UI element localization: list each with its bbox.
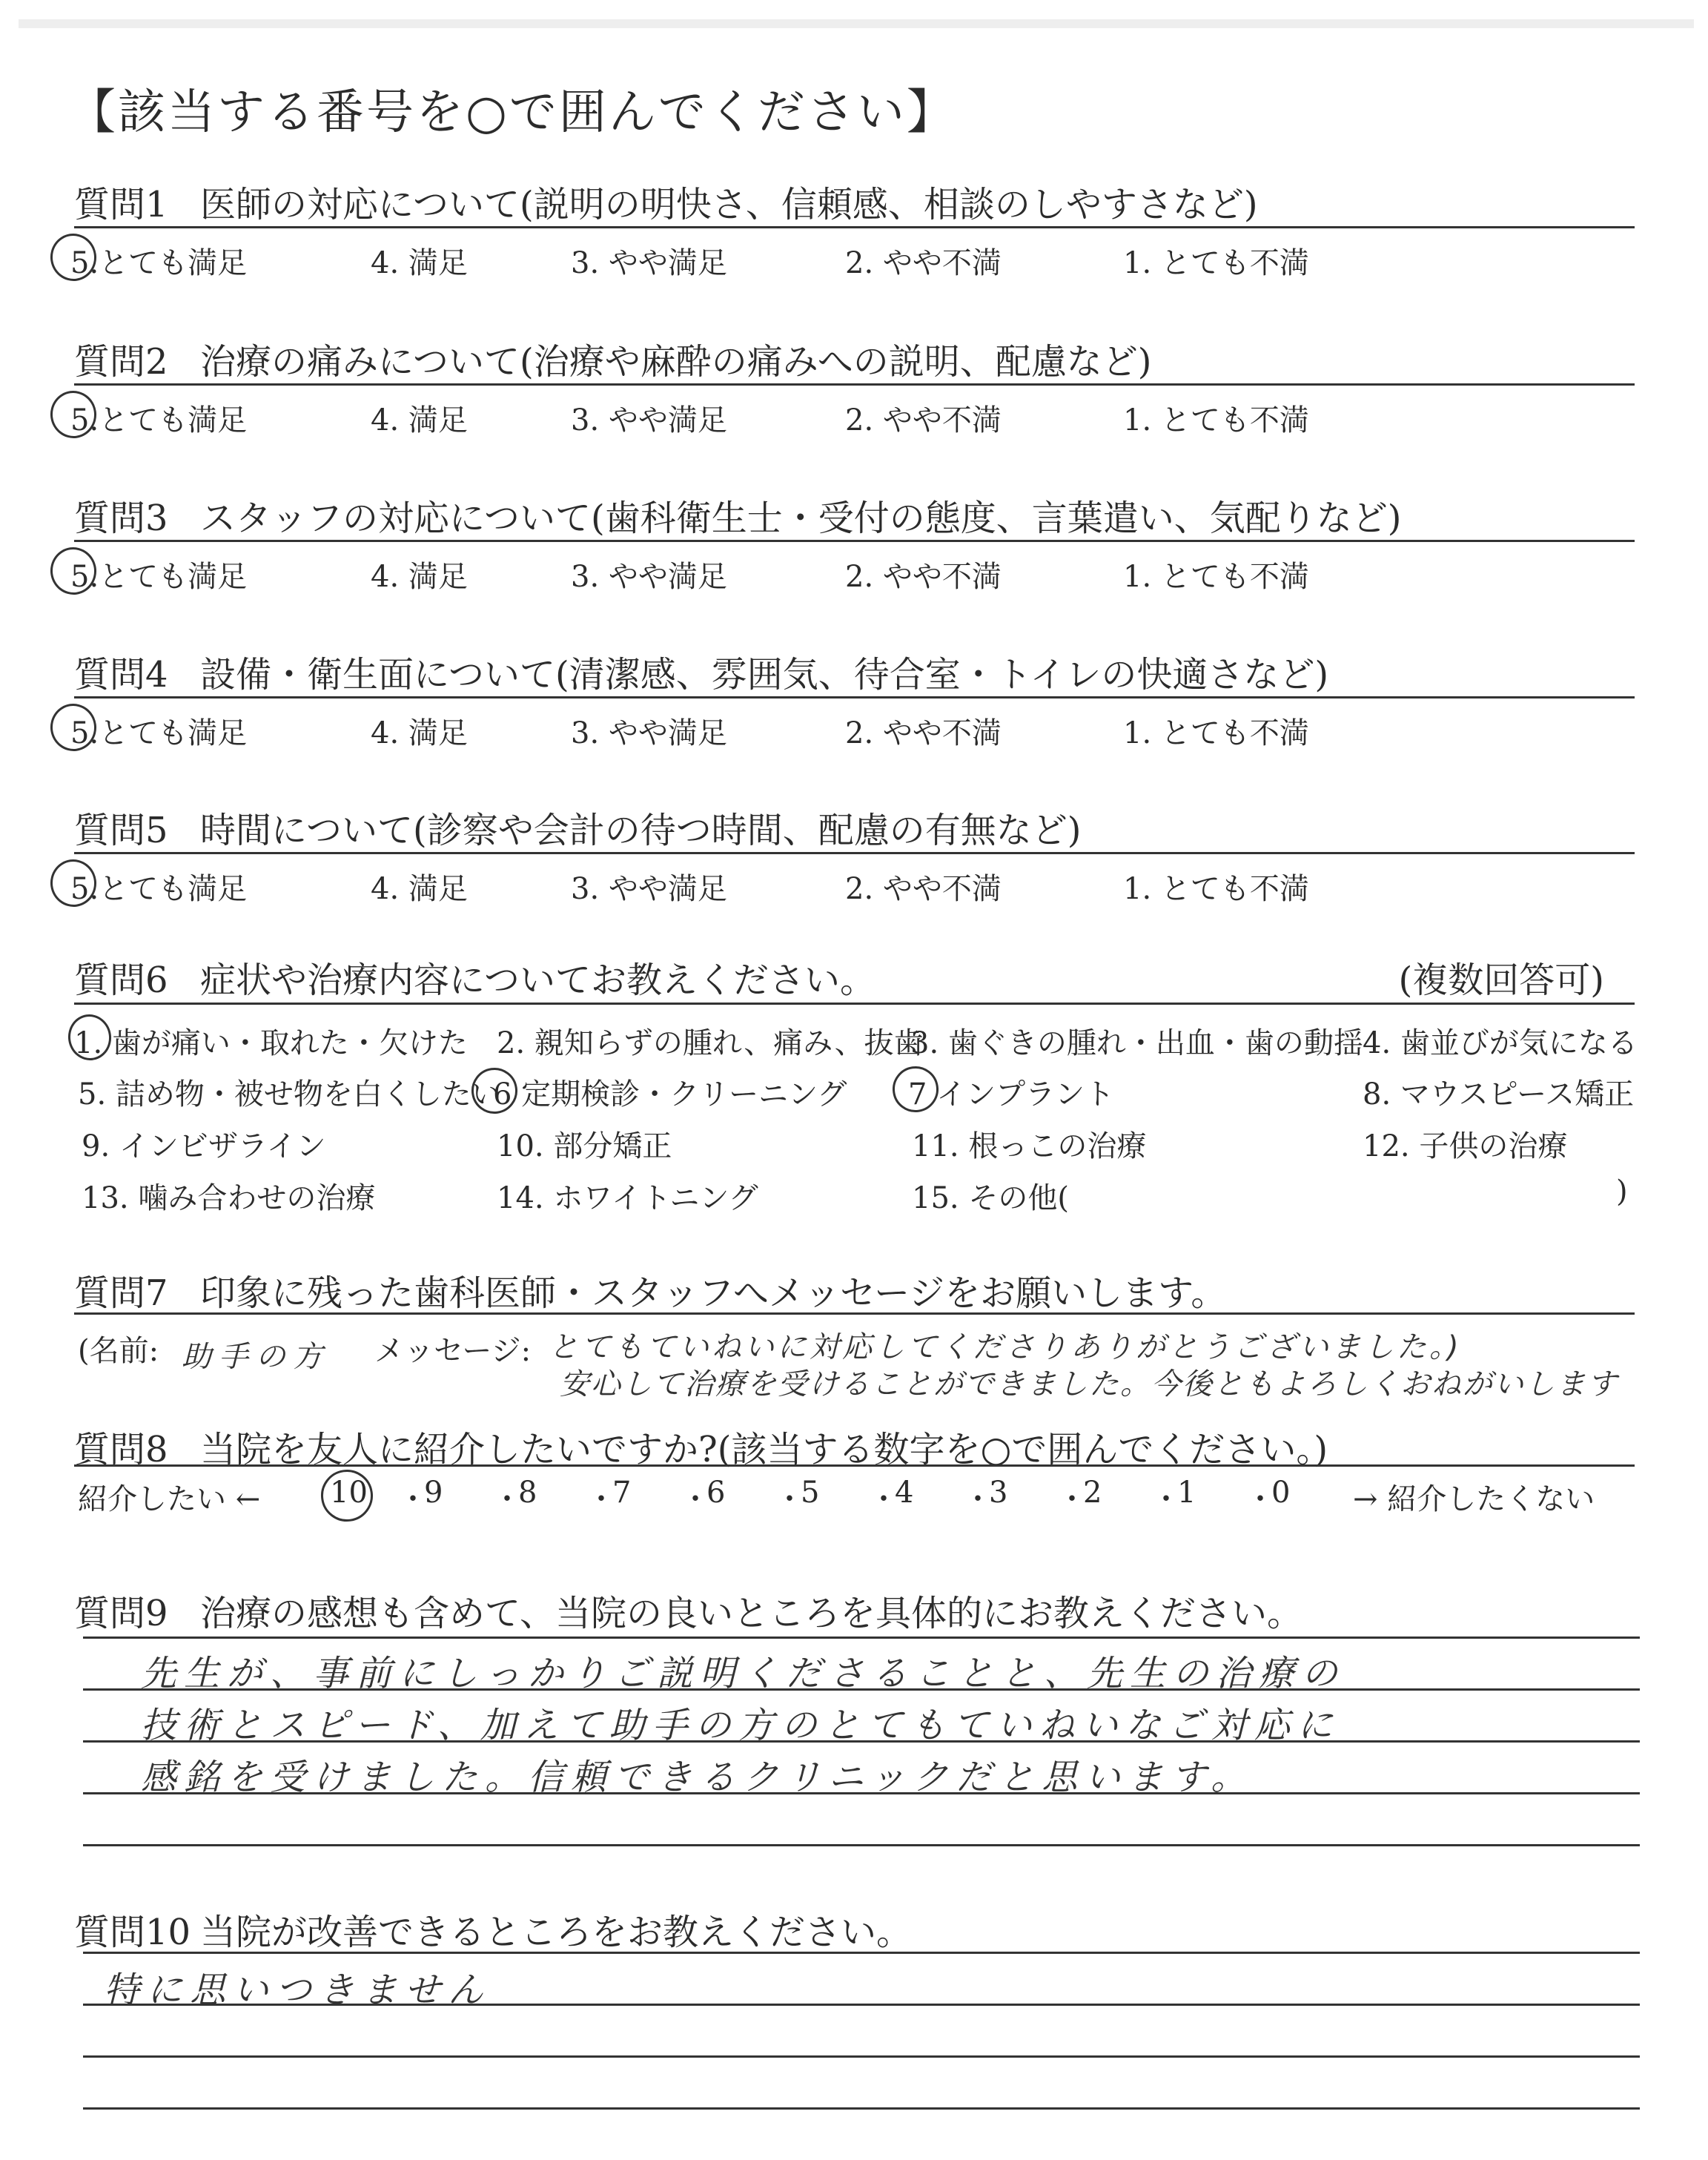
q9-answer-line-1 xyxy=(83,1636,1640,1639)
q8-scale-9[interactable]: 9 xyxy=(424,1476,443,1510)
q4-option-3[interactable]: 3. やや満足 xyxy=(571,716,727,750)
q3-option-3[interactable]: 3. やや満足 xyxy=(571,560,727,594)
q8-scale-separator: ・ xyxy=(681,1482,710,1516)
question-text: 時間について(診察や会計の待つ時間、配慮の有無など) xyxy=(200,810,1082,851)
q6-option-7[interactable]: 7 インプラント xyxy=(908,1077,1115,1112)
question-5-title xyxy=(74,802,1082,853)
question-3-rule xyxy=(74,540,1635,542)
q7-name-handwritten: 助手の方 xyxy=(182,1340,330,1374)
q8-scale-separator: ・ xyxy=(492,1482,522,1516)
q6-option-2[interactable]: 2. 親知らずの腫れ、痛み、抜歯 xyxy=(497,1026,924,1060)
scan-top-edge xyxy=(19,19,1694,28)
q8-scale-6[interactable]: 6 xyxy=(706,1476,726,1510)
q4-option-4[interactable]: 4. 満足 xyxy=(371,716,468,750)
q1-option-5[interactable]: 5.とても満足 xyxy=(70,246,248,280)
q8-scale-separator: ・ xyxy=(775,1482,804,1516)
q6-option-12[interactable]: 12. 子供の治療 xyxy=(1363,1129,1568,1163)
q10-handwritten-answer: 特に思いつきません xyxy=(104,1969,491,2011)
question-5-rule xyxy=(74,852,1635,854)
question-number: 質問2 xyxy=(74,341,168,383)
q8-scale-1[interactable]: 1 xyxy=(1177,1476,1196,1510)
q3-option-1[interactable]: 1. とても不満 xyxy=(1123,560,1309,594)
question-4-rule xyxy=(74,696,1635,698)
page-heading: 【該当する番号を○で囲んでください】 xyxy=(68,85,956,140)
q1-option-1[interactable]: 1. とても不満 xyxy=(1123,246,1309,280)
q8-scale-separator: ・ xyxy=(869,1482,898,1516)
q2-option-5[interactable]: 5.とても満足 xyxy=(70,403,248,437)
q8-scale-2[interactable]: 2 xyxy=(1083,1476,1102,1510)
q7-message-label: メッセージ: xyxy=(374,1334,532,1368)
q8-scale-separator: ・ xyxy=(398,1482,428,1516)
q10-answer-line-1 xyxy=(83,1952,1640,1954)
q4-option-1[interactable]: 1. とても不満 xyxy=(1123,716,1309,750)
q1-option-2[interactable]: 2. やや不満 xyxy=(845,246,1002,280)
q8-scale-3[interactable]: 3 xyxy=(989,1476,1008,1510)
q6-option-3[interactable]: 3. 歯ぐきの腫れ・出血・歯の動揺 xyxy=(910,1026,1363,1060)
q5-option-2[interactable]: 2. やや不満 xyxy=(845,872,1002,906)
question-2-rule xyxy=(74,383,1635,386)
q6-option-5[interactable]: 5. 詰め物・被せ物を白くしたい xyxy=(78,1077,501,1112)
q6-option-6[interactable]: 6 定期検診・クリーニング xyxy=(493,1077,847,1112)
q8-scale-separator: ・ xyxy=(963,1482,993,1516)
q8-scale-5[interactable]: 5 xyxy=(801,1476,820,1510)
q3-option-5[interactable]: 5.とても満足 xyxy=(70,560,248,594)
q7-message-handwritten-line-2: 安心して治療を受けることができました。今後ともよろしくおねがいします xyxy=(560,1367,1618,1401)
q8-scale-4[interactable]: 4 xyxy=(895,1476,914,1510)
q8-scale-0[interactable]: 0 xyxy=(1271,1476,1291,1510)
q3-option-4[interactable]: 4. 満足 xyxy=(371,560,468,594)
q8-left-label: 紹介したい ← xyxy=(78,1482,261,1516)
question-text: 医師の対応について(説明の明快さ、信頼感、相談のしやすさなど) xyxy=(200,184,1258,225)
question-number: 質問5 xyxy=(74,810,168,851)
q6-option-8[interactable]: 8. マウスピース矯正 xyxy=(1363,1077,1635,1112)
q8-scale-separator: ・ xyxy=(586,1482,616,1516)
q9-handwritten-answer-2: 技術とスピード、加えて助手の方のとてもていねいなご対応に xyxy=(141,1705,1340,1746)
q10-answer-line-4 xyxy=(83,2107,1640,2110)
q9-handwritten-answer-1: 先生が、事前にしっかりご説明くださることと、先生の治療の xyxy=(141,1653,1345,1694)
q6-option-13[interactable]: 13. 噛み合わせの治療 xyxy=(82,1181,376,1215)
q1-option-4[interactable]: 4. 満足 xyxy=(371,246,468,280)
question-7-title: 質問7 印象に残った歯科医師・スタッフへメッセージをお願いします。 xyxy=(74,1272,1227,1314)
q8-scale-7[interactable]: 7 xyxy=(612,1476,632,1510)
q8-scale-separator: ・ xyxy=(1057,1482,1087,1516)
q2-option-3[interactable]: 3. やや満足 xyxy=(571,403,727,437)
q7-message-handwritten-line-1: とてもていねいに対応してくださりありがとうございました。) xyxy=(549,1330,1462,1364)
q8-scale-8[interactable]: 8 xyxy=(518,1476,537,1510)
question-3-title xyxy=(74,489,1402,541)
q1-option-3[interactable]: 3. やや満足 xyxy=(571,246,727,280)
question-8-title: 質問8 当院を友人に紹介したいですか?(該当する数字を○で囲んでください。) xyxy=(74,1429,1328,1470)
q6-option-1[interactable]: 1. 歯が痛い・取れた・欠けた xyxy=(74,1026,468,1060)
question-6-title: 質問6 症状や治療内容についてお教えください。 xyxy=(74,960,876,1001)
question-6-multiple-note: (複数回答可) xyxy=(1398,960,1604,1001)
question-10-title: 質問10 当院が改善できるところをお教えください。 xyxy=(74,1912,913,1953)
question-text: 設備・衛生面について(清潔感、雰囲気、待合室・トイレの快適さなど) xyxy=(200,654,1329,696)
q6-option-4[interactable]: 4. 歯並びが気になる xyxy=(1363,1026,1638,1060)
question-number: 質問3 xyxy=(74,498,168,539)
q5-option-5[interactable]: 5.とても満足 xyxy=(70,872,248,906)
question-1-rule xyxy=(74,226,1635,228)
question-9-title: 質問9 治療の感想も含めて、当院の良いところを具体的にお教えください。 xyxy=(74,1593,1303,1634)
q9-answer-line-5 xyxy=(83,1844,1640,1846)
question-2-title xyxy=(74,333,1152,384)
q3-option-2[interactable]: 2. やや不満 xyxy=(845,560,1002,594)
question-number: 質問4 xyxy=(74,654,168,696)
q6-option-14[interactable]: 14. ホワイトニング xyxy=(497,1181,758,1215)
q8-scale-10[interactable]: 10 xyxy=(330,1476,368,1510)
q2-option-4[interactable]: 4. 満足 xyxy=(371,403,468,437)
q5-option-1[interactable]: 1. とても不満 xyxy=(1123,872,1309,906)
q6-option-9[interactable]: 9. インビザライン xyxy=(82,1129,326,1163)
q5-option-4[interactable]: 4. 満足 xyxy=(371,872,468,906)
q6-option-15[interactable]: 15. その他( xyxy=(912,1181,1069,1215)
q7-name-label: (名前: xyxy=(78,1334,159,1368)
question-text: 治療の痛みについて(治療や麻酔の痛みへの説明、配慮など) xyxy=(200,341,1152,383)
q4-option-2[interactable]: 2. やや不満 xyxy=(845,716,1002,750)
q5-option-3[interactable]: 3. やや満足 xyxy=(571,872,727,906)
question-text: スタッフの対応について(歯科衛生士・受付の態度、言葉遣い、気配りなど) xyxy=(200,498,1402,539)
q8-scale-separator: ・ xyxy=(1151,1482,1181,1516)
q8-scale-separator: ・ xyxy=(1245,1482,1275,1516)
q8-right-label: → 紹介したくない xyxy=(1353,1482,1595,1516)
question-1-title xyxy=(74,176,1258,227)
q2-option-1[interactable]: 1. とても不満 xyxy=(1123,403,1309,437)
q6-option-15-close: ) xyxy=(1616,1175,1628,1209)
q9-handwritten-answer-3: 感銘を受けました。信頼できるクリニックだと思います。 xyxy=(141,1757,1254,1798)
question-6-rule xyxy=(74,1003,1635,1005)
q2-option-2[interactable]: 2. やや不満 xyxy=(845,403,1002,437)
q6-option-10[interactable]: 10. 部分矯正 xyxy=(497,1129,672,1163)
q6-option-11[interactable]: 11. 根っこの治療 xyxy=(912,1129,1147,1163)
question-4-title xyxy=(74,646,1328,697)
q4-option-5[interactable]: 5.とても満足 xyxy=(70,716,248,750)
question-number: 質問1 xyxy=(74,184,168,225)
question-8-rule xyxy=(74,1464,1635,1467)
question-7-rule xyxy=(74,1312,1635,1315)
q10-answer-line-3 xyxy=(83,2055,1640,2058)
